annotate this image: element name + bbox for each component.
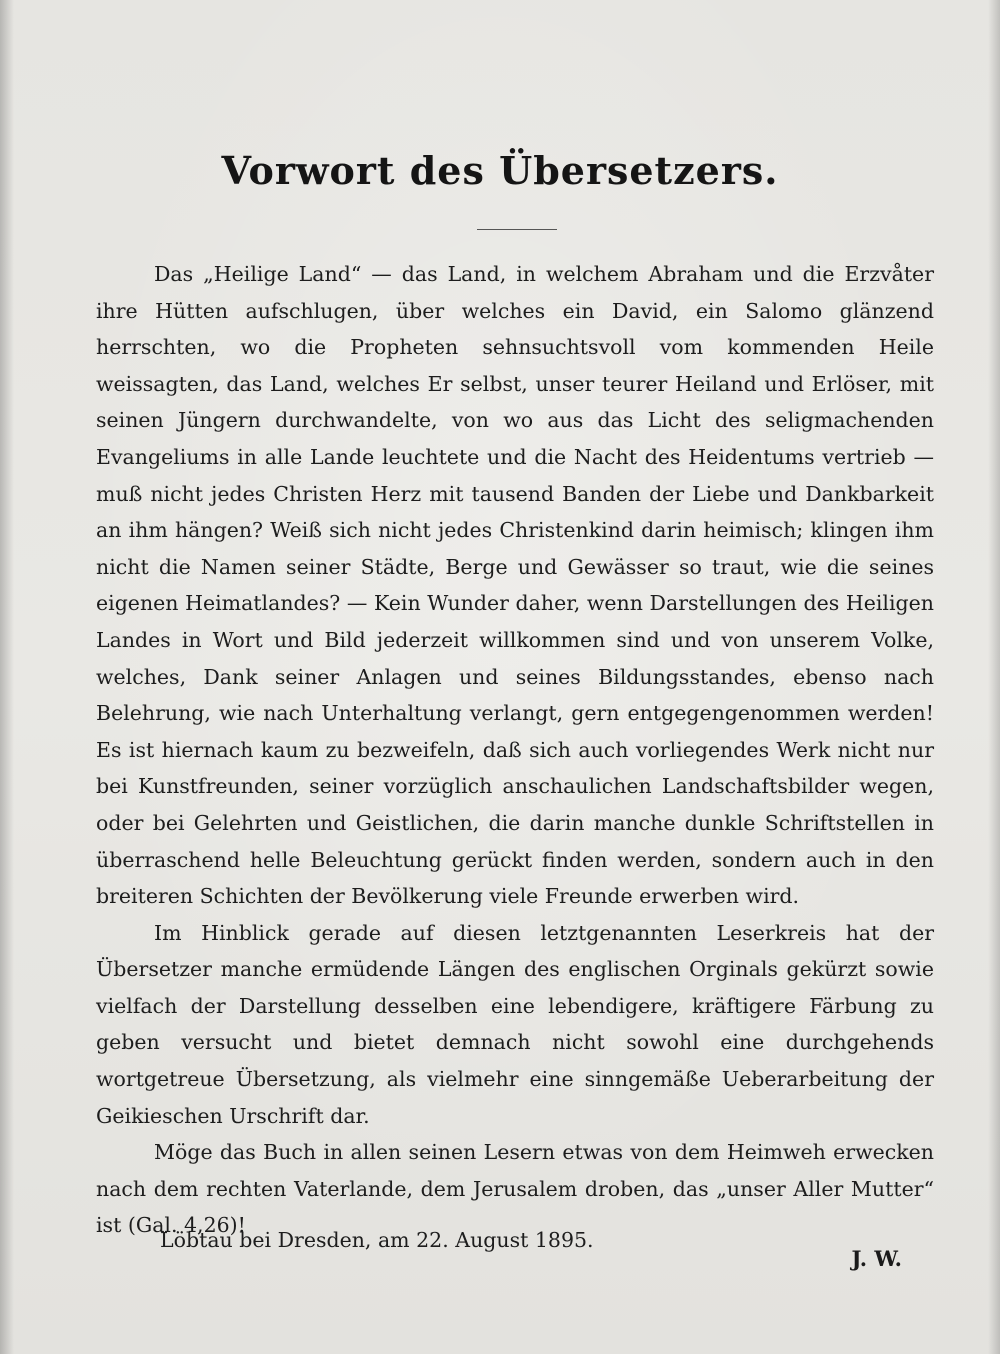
page-title: Vorwort des Übersetzers. [221,148,779,193]
place-date-line: Löbtau bei Dresden, am 22. August 1895. [160,1228,594,1252]
author-initials: J. W. [851,1246,902,1271]
paragraph-2: Im Hinblick gerade auf diesen letztgenannten Leserkreis hat der Übersetzer manche ermüdende Längen des englischen Orginals gekürzt sowie vielfach der Darstellung desselben eine lebendigere, kräftigere Färbung zu geben versucht und bietet demnach nicht sowohl eine durchgehends wortgetreue Übersetzung, als vielmehr eine sinngemäße Ueberarbeitung der Geikieschen Urschrift dar. [96,920,934,1128]
preface-body [96,256,934,1244]
page-shadow-left [0,0,14,1354]
paragraph-3: Möge das Buch in allen seinen Lesern etwas von dem Heimweh erwecken nach dem rechten Vaterlande, dem Jerusalem droben, das „unser Aller Mutter“ ist (Gal. 4,26)! [96,1140,934,1238]
paragraph-1: Das „Heilige Land“ — das Land, in welchem Abraham und die Erzvåter ihre Hütten aufschlugen, über welches ein David, ein Salomo glänzend herrschten, wo die Propheten sehnsuchtsvoll vom kommenden Heile weissagten, das Land, welches Er selbst, unser teurer Heiland und Erlöser, mit seinen Jüngern durchwandelte, von wo aus das Licht des seligmachenden Evangeliums in alle Lande leuchtete und die Nacht des Heidentums vertrieb — muß nicht jedes Christen Herz mit tausend Banden der Liebe und Dankbarkeit an ihm hängen? Weiß sich nicht jedes Christenkind darin heimisch; klingen ihm nicht die Namen seiner Städte, Berge und Gewässer so traut, wie die seines eigenen Heimatlandes? — Kein Wunder daher, wenn Darstellungen des Heiligen Landes in Wort und Bild jederzeit willkommen sind und von unserem Volke, welches, Dank seiner Anlagen und seines Bildungsstandes, ebenso nach Belehrung, wie nach Unterhaltung verlangt, gern entgegengenommen werden! Es ist hiernach kaum zu bezweifeln, daß sich auch vorliegendes Werk nicht nur bei Kunstfreunden, seiner vorzüglich anschaulichen Landschaftsbilder wegen, oder bei Gelehrten und Geistlichen, die darin manche dunkle Schriftstellen in überraschend helle Beleuchtung gerückt finden werden, sondern auch in den breiteren Schichten der Bevölkerung viele Freunde erwerben wird. [96,262,934,909]
page-shadow-right [988,0,1000,1354]
title-divider [477,229,557,230]
